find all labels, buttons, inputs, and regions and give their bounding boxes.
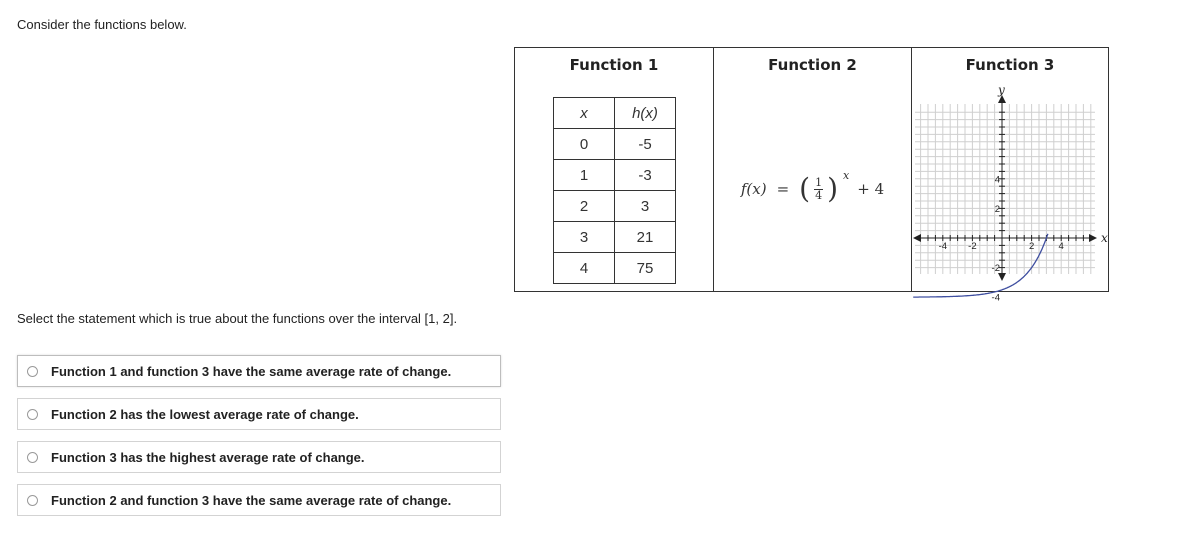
answer-option-label: Function 1 and function 3 have the same average rate of change. xyxy=(51,363,452,379)
x-axis-arrow-left xyxy=(913,234,921,242)
formula-equals: = xyxy=(776,180,790,198)
table-row xyxy=(554,129,676,160)
answer-option-3[interactable] xyxy=(17,441,501,473)
formula-lhs: f(x) xyxy=(740,180,767,198)
y-tick-label: 4 xyxy=(994,174,1000,186)
function-2-cell xyxy=(713,48,911,291)
function-2-header: Function 2 xyxy=(768,56,857,74)
prompt-text: Consider the functions below. xyxy=(17,17,187,32)
formula-fraction xyxy=(814,177,823,201)
function-2-formula xyxy=(714,168,911,205)
y-tick-label: 2 xyxy=(994,203,1000,215)
right-paren: ) xyxy=(827,172,839,205)
table-row xyxy=(554,222,676,253)
x-tick-label: 2 xyxy=(1028,241,1035,252)
radio-button[interactable] xyxy=(27,366,38,377)
function-1-value-table xyxy=(553,97,676,284)
table-row xyxy=(554,160,676,191)
radio-button[interactable] xyxy=(27,452,38,463)
table-cell-x: 4 xyxy=(554,253,615,284)
answer-option-label: Function 2 has the lowest average rate of change. xyxy=(51,406,359,422)
answer-option-label: Function 3 has the highest average rate of change. xyxy=(51,449,365,465)
table-col-x: x xyxy=(554,98,615,129)
function-3-header: Function 3 xyxy=(965,56,1055,74)
answer-option-label: Function 2 and function 3 have the same average rate of change. xyxy=(51,492,452,508)
table-cell-y: -5 xyxy=(615,129,676,160)
y-axis-label: y xyxy=(998,83,1005,97)
y-tick-label: -4 xyxy=(991,292,1000,304)
fraction-numerator: 1 xyxy=(815,175,823,189)
left-paren: ( xyxy=(799,172,811,205)
table-cell-y: 3 xyxy=(615,191,676,222)
function-3-graph xyxy=(912,83,1109,304)
y-tick-label: -2 xyxy=(991,263,1000,275)
x-tick-label: 4 xyxy=(1058,241,1064,252)
x-tick-label: -2 xyxy=(968,241,977,252)
table-cell-y: -3 xyxy=(615,160,676,191)
table-col-y: h(x) xyxy=(615,98,676,129)
radio-button[interactable] xyxy=(27,495,38,506)
formula-rhs: + 4 xyxy=(857,180,885,198)
radio-button[interactable] xyxy=(27,409,38,420)
table-header-row xyxy=(554,98,676,129)
table-cell-y: 21 xyxy=(615,222,676,253)
table-cell-y: 75 xyxy=(615,253,676,284)
fraction-denominator: 4 xyxy=(815,188,823,202)
answer-option-2[interactable] xyxy=(17,398,501,430)
x-axis-arrow-right xyxy=(1089,234,1097,242)
table-cell-x: 3 xyxy=(554,222,615,253)
table-row xyxy=(554,191,676,222)
answer-option-1[interactable] xyxy=(17,355,501,387)
functions-table xyxy=(514,47,1109,304)
table-cell-x: 1 xyxy=(554,160,615,191)
function-3-cell xyxy=(911,48,1108,304)
table-cell-x: 0 xyxy=(554,129,615,160)
function-3-curve xyxy=(913,234,1048,297)
answer-option-4[interactable] xyxy=(17,484,501,516)
y-axis-arrow-down xyxy=(998,273,1006,281)
x-tick-label: -4 xyxy=(938,241,948,252)
table-row xyxy=(554,253,676,284)
function-1-header: Function 1 xyxy=(569,56,659,74)
table-cell-x: 2 xyxy=(554,191,615,222)
x-axis-label: x xyxy=(1101,231,1108,245)
formula-exponent: x xyxy=(843,168,850,182)
question-text: Select the statement which is true about the functions over the interval [1, 2]. xyxy=(17,311,458,326)
function-1-cell xyxy=(515,48,713,291)
